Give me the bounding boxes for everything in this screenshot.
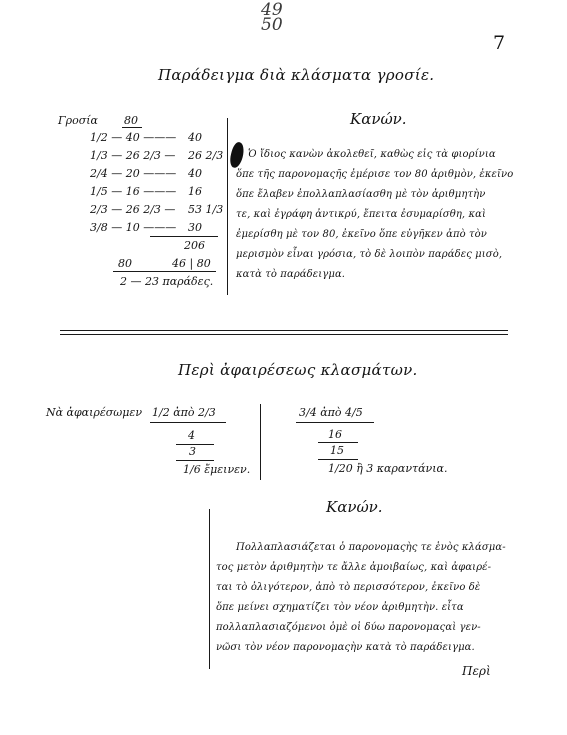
catchword: Περὶ <box>462 664 491 678</box>
rule-line: Ὁ ἴδιος κανὼν ἀκολεθεῖ, καθὼς εἰς τὰ φιορίνια <box>248 149 496 160</box>
rule-line: νῶσι τὸν νέον παρονομαςὴν κατὰ τὸ παράδειγμα. <box>216 642 475 653</box>
vertical-bracket <box>209 509 210 669</box>
rule-line: ἐμερίσθη μὲ τον 80, ἐκεῖνο ὅπε εὐγῆκεν ἀπὸ τὸν <box>236 229 487 240</box>
table-row: 1/5 — 16 ——— <box>90 185 177 198</box>
division-remainder: 46 | 80 <box>172 257 211 270</box>
rule-line: ὅπε τῆς παρονομαςῆς ἐμέρισε τον 80 ἀριθμὸν, ἐκεῖνο <box>236 169 514 180</box>
table-row: 3/8 — 10 ——— <box>90 221 177 234</box>
table-sum: 206 <box>184 239 205 252</box>
table-cell-result: 40 <box>188 167 202 180</box>
folio-number-handwritten: 49 50 <box>261 0 283 35</box>
underline <box>150 422 226 423</box>
underline <box>296 422 374 423</box>
table-row: 1/2 — 40 ——— <box>90 131 177 144</box>
table-row: 2/4 — 20 ——— <box>90 167 177 180</box>
rule-line: τος μετὸν ἀριθμητὴν τε ἄλλε ἀμοιβαίως, καὶ ἀφαιρέ- <box>216 562 492 573</box>
section-divider <box>60 334 508 335</box>
rule-heading: Κανών. <box>326 498 383 516</box>
table-cell-result: 53 1/3 <box>188 203 224 216</box>
table-cell-result: 30 <box>188 221 202 234</box>
rule-line: ται τὸ ὀλιγότερον, ἀπὸ τὸ περισσότερον, ἐκεῖνο δὲ <box>216 582 481 593</box>
example-product: 3 <box>189 445 196 458</box>
section-title: Περὶ ἀφαιρέσεως κλασμάτων. <box>178 361 418 379</box>
ink-blot <box>228 141 246 169</box>
example-result: 1/20 ἢ 3 καραντάνια. <box>328 462 448 475</box>
table-cell-result: 40 <box>188 131 202 144</box>
table-row: 2/3 — 26 2/3 — <box>90 203 176 216</box>
example-result: 1/6 ἔμεινεν. <box>183 463 251 476</box>
table-header-label: Γροσία <box>58 114 98 127</box>
rule-line: Πολλαπλασιάζεται ὁ παρονομαςὴς τε ἑνὸς κλάσμα- <box>236 542 506 553</box>
example-product: 16 <box>328 428 342 441</box>
rule-line: μερισμὸν εἶναι γρόσια, τὸ δὲ λοιπὸν παράδες μισὸ, <box>236 249 503 260</box>
example-fraction: 1/2 ἀπὸ 2/3 <box>152 406 216 419</box>
example-product: 15 <box>330 444 344 457</box>
rule-line: ὅπε ἔλαβεν ἐπολλαπλασίασθη μὲ τὸν ἀριθμητὴν <box>236 189 486 200</box>
underline <box>318 459 358 460</box>
section-divider <box>60 330 508 331</box>
rule-line: πολλαπλασιαζόμενοι ὁμὲ οἱ δύω παρονομαςαὶ γεν- <box>216 622 481 633</box>
underline <box>318 442 358 443</box>
sum-rule <box>150 236 218 237</box>
table-row: 1/3 — 26 2/3 — <box>90 149 176 162</box>
division-rule <box>113 271 216 272</box>
example-product: 4 <box>188 429 195 442</box>
example-intro: Νὰ ἀφαιρέσωμεν <box>46 406 143 419</box>
underline <box>122 127 142 128</box>
division-dividend: 80 <box>118 257 132 270</box>
vertical-bracket <box>227 118 228 295</box>
rule-line: κατὰ τὸ παράδειγμα. <box>236 269 346 280</box>
table-cell-result: 16 <box>188 185 202 198</box>
underline <box>176 460 214 461</box>
division-quotient: 2 — 23 παράδες. <box>120 275 214 288</box>
rule-heading: Κανών. <box>350 110 407 128</box>
rule-line: τε, καὶ ἐγράφη ἀντικρύ, ἔπειτα ἐσυμαρίσθη, καὶ <box>236 209 487 220</box>
example-fraction: 3/4 ἀπὸ 4/5 <box>299 406 363 419</box>
rule-line: ὅπε μείνει σχηματίζει τὸν νέον ἀριθμητὴν. εἶτα <box>216 602 464 613</box>
page-number: 7 <box>493 32 506 54</box>
table-cell-result: 26 2/3 <box>188 149 224 162</box>
section-title: Παράδειγμα διὰ κλάσματα γροσίε. <box>158 66 435 84</box>
table-header-value: 80 <box>124 114 138 127</box>
vertical-separator <box>260 404 261 480</box>
